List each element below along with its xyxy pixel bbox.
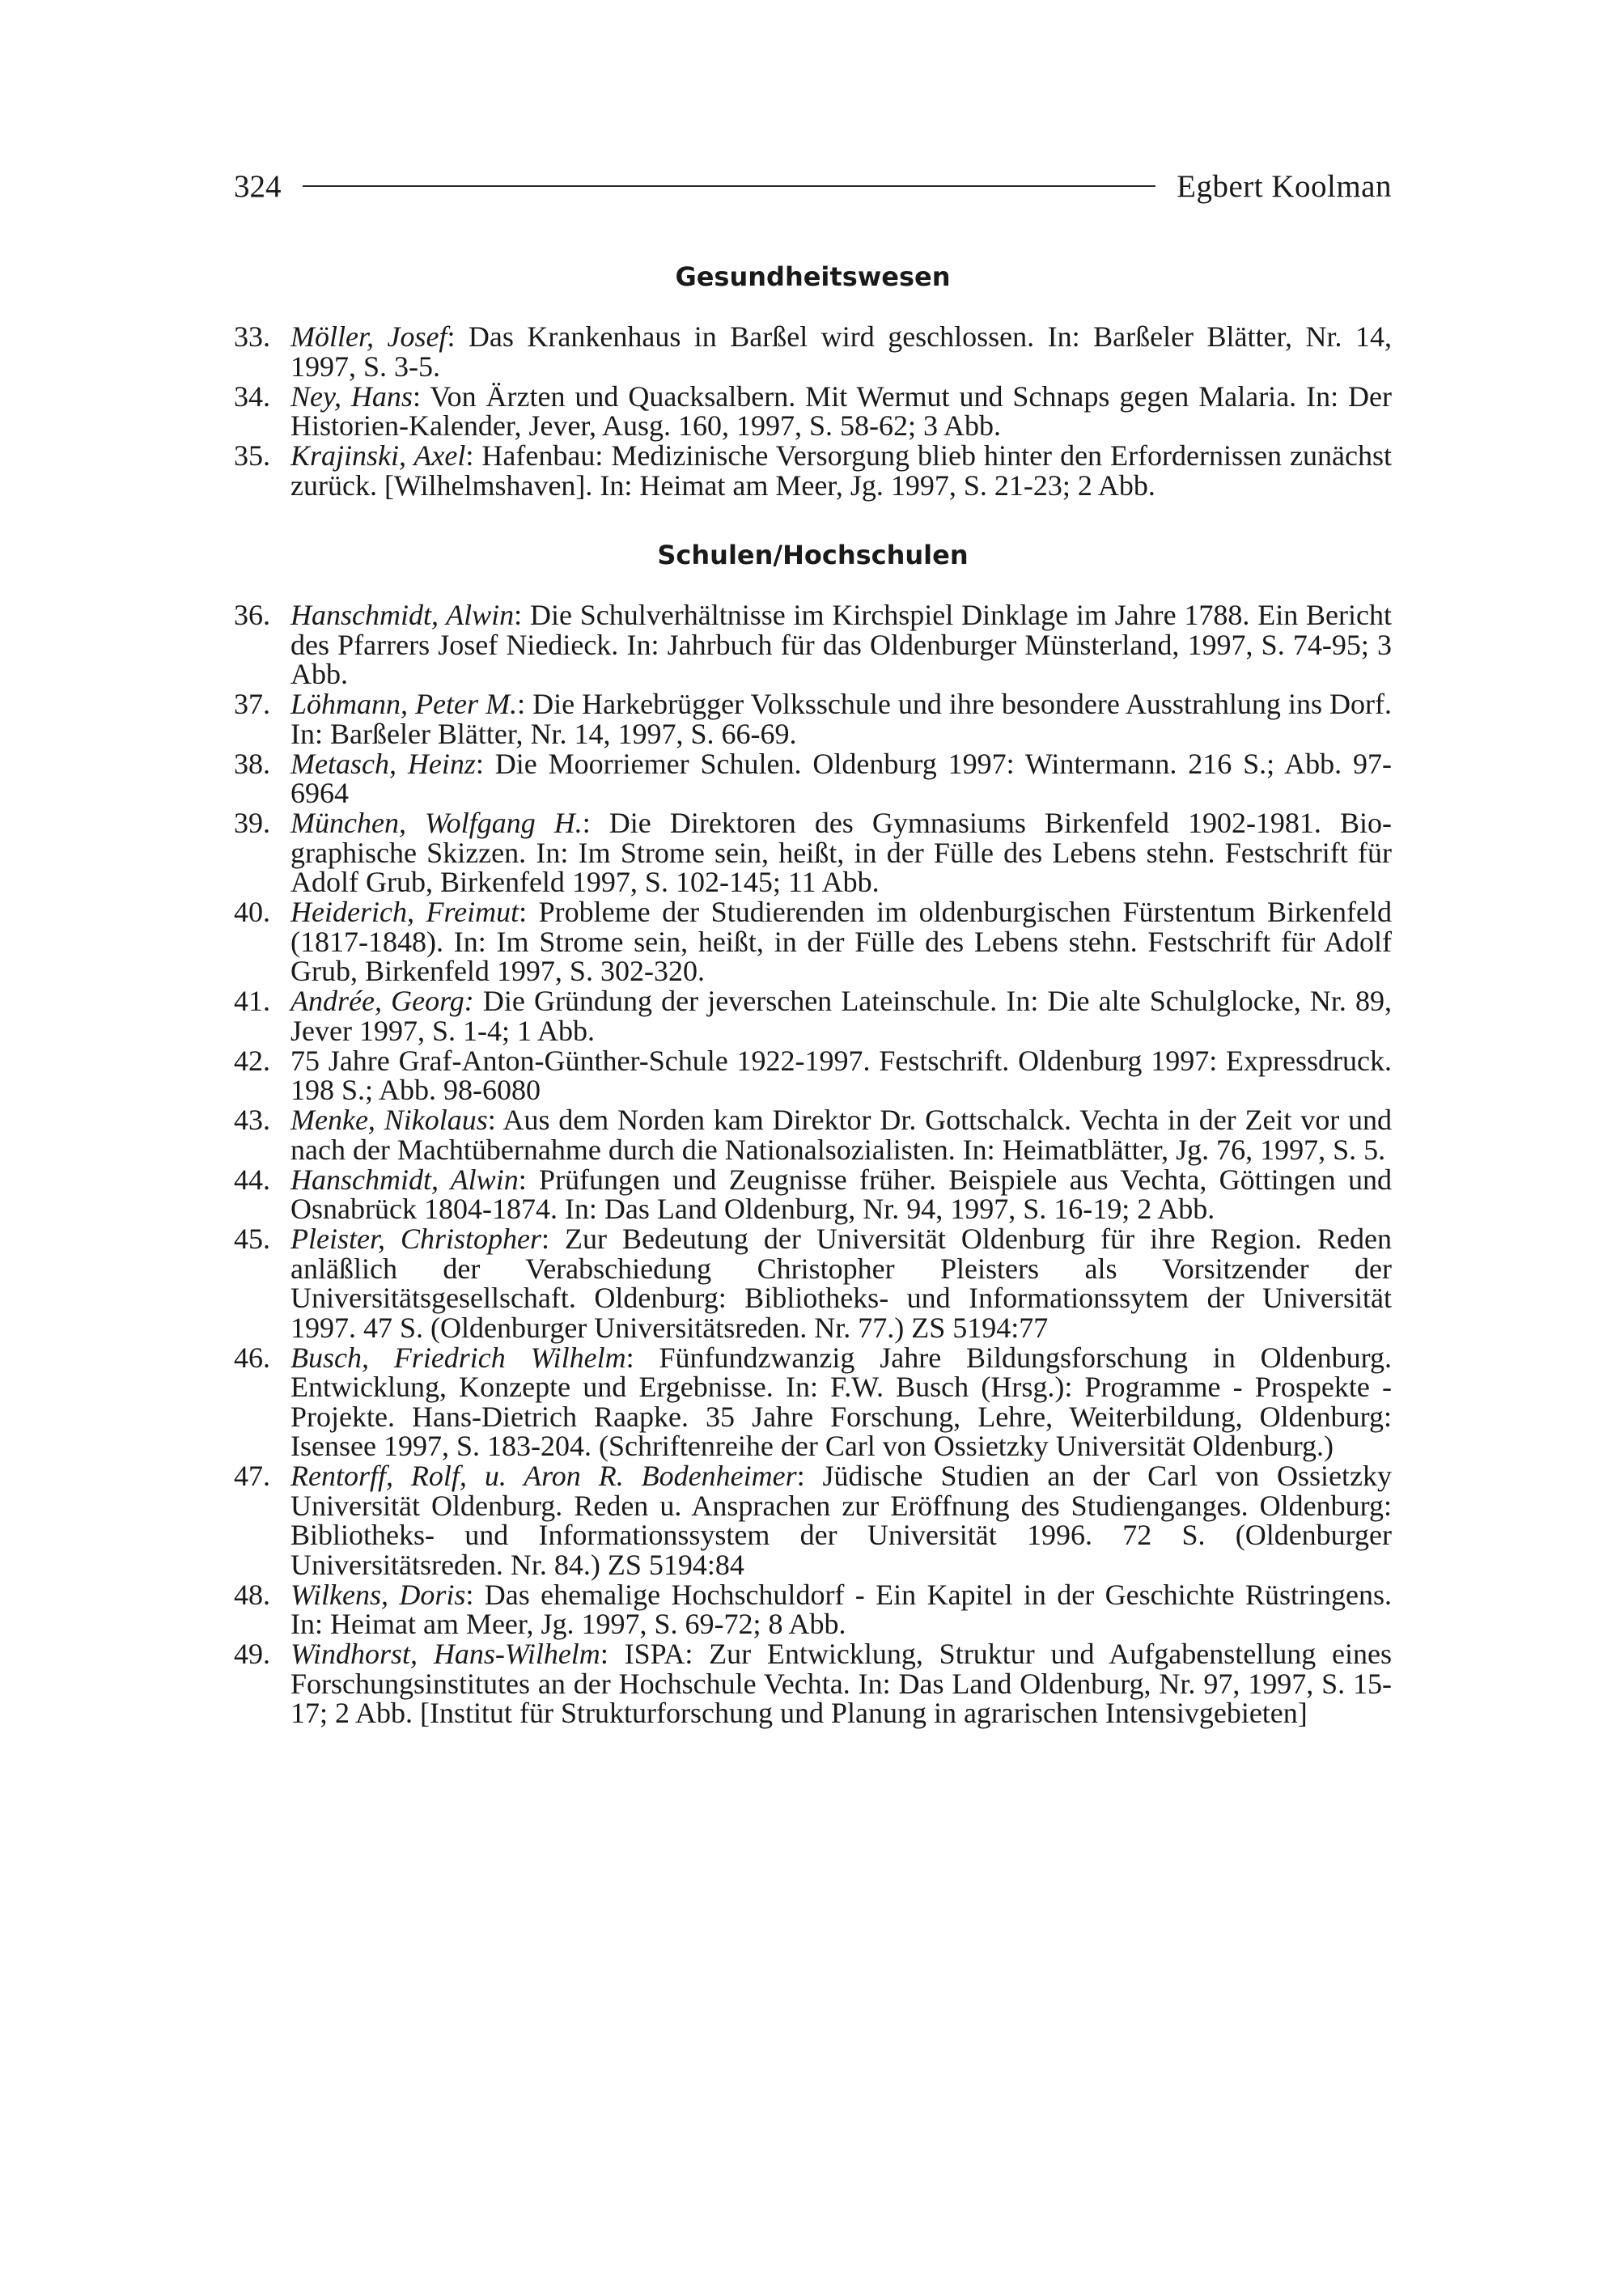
entry-number: 44. [234,1163,270,1196]
entry-text [290,379,1392,442]
entry-citation: 75 Jahre Graf-Anton-Günther-Schule 1922-1997. Festschrift. Oldenburg 1997: Expressdruck. 198 S.; Abb. 98-6080 [290,1044,1392,1106]
entry-citation: : Aus dem Norden kam Direktor Dr. Gottschalck. Vechta in der Zeit vor und nach der Machtübernahme durch die Nationalsozialisten. In: Heimatblätter, Jg. 76, 1997, S. 5. [290,1104,1392,1166]
entry-author: Möller, Josef [290,320,447,353]
entry-citation: : Das Krankenhaus in Barßel wird geschlossen. In: Barßeler Blätter, Nr. 14, 1997, S. 3-5. [290,320,1392,383]
entry-text [290,1165,1392,1224]
entry-author: Krajinski, Axel [290,439,466,472]
bibliography-entry-43 [234,1105,1392,1164]
entry-author: Rentorff, Rolf, u. Aron R. Bodenheimer [290,1460,797,1492]
bibliography-entry-48 [234,1580,1392,1639]
entry-text [290,322,1392,381]
entry-citation: : ISPA: Zur Entwicklung, Struktur und Aufgabenstellung eines Forschungsinstitutes an der Hochschule Vechta. In: Das Land Oldenburg, Nr. 97, 1997, S. 15-17; 2 Abb. [Institut für Strukturforschung und Planung in agrarischen Intensivgebieten] [290,1638,1392,1729]
bibliography-entry-47 [234,1461,1392,1579]
entry-citation: : Die Moorriemer Schulen. Oldenburg 1997: Wintermann. 216 S.; Abb. 97-6964 [290,747,1392,809]
entry-number: 45. [234,1223,270,1255]
entry-citation: : Probleme der Studierenden im oldenburgischen Fürstentum Birkenfeld (1817-1848). In: Im Strome sein, heißt, in der Fülle des Lebens stehn. Festschrift für Adolf Grub, Birkenfeld 1997, S. 302-320. [290,896,1392,987]
entry-author: Hanschmidt, Alwin [290,1163,519,1196]
entry-number: 43. [234,1104,270,1136]
bibliography-entry-38 [234,749,1392,808]
entry-author: München, Wolfgang H. [290,807,583,839]
entry-author: Löhmann, Peter M. [290,688,518,720]
entry-number: 41. [234,985,270,1017]
entry-author: Busch, Friedrich Wilhelm [290,1341,626,1374]
entry-text [290,1461,1392,1579]
bibliography-entry-36 [234,600,1392,689]
entry-author: Metasch, Heinz [290,747,476,780]
entry-author: Wilkens, Doris [290,1578,466,1611]
bibliography-entry-33 [234,322,1392,381]
entry-citation: : Das ehemalige Hochschuldorf - Ein Kapitel in der Geschichte Rüstringens. In: Heimat am Meer, Jg. 1997, S. 69-72; 8 Abb. [290,1578,1392,1640]
entry-number: 49. [234,1638,270,1670]
entry-author: Windhorst, Hans-Wilhelm [290,1638,600,1670]
page-number: 324 [234,168,282,204]
bibliography-entry-37 [234,689,1392,748]
bibliography-entry-45 [234,1224,1392,1342]
entry-citation: : Die Direktoren des Gymnasiums Birkenfeld 1902-1981. Biographische Skizzen. In: Im Strome sein, heißt, in der Fülle des Lebens stehn. Festschrift für Adolf Grub, Birkenfeld 1997, S. 102-145; 11 Abb. [290,807,1392,898]
entry-citation: : Fünfundzwanzig Jahre Bildungsforschung in Oldenburg. Entwicklung, Konzepte und Ergebnisse. In: F.W. Busch (Hrsg.): Programme - Prospekte - Projekte. Hans-Dietrich Raapke. 35 Jahre Forschung, Lehre, Weiterbildung, Oldenburg: Isensee 1997, S. 183-204. (Schriftenreihe der Carl von Ossietzky Universität Oldenburg.) [290,1341,1392,1462]
entry-author: Menke, Nikolaus [290,1104,488,1136]
entry-number: 33. [234,320,270,353]
entry-citation: : Jüdische Studien an der Carl von Ossietzky Universität Oldenburg. Reden u. Ansprachen zur Eröffnung des Studienganges. Oldenburg: Bibliotheks- und Informationssystem der Universität 1996. 72 S. (Oldenburger Universitätsreden. Nr. 84.) ZS 5194:84 [290,1460,1393,1581]
entry-citation: : Von Ärzten und Quacksalbern. Mit Wermut und Schnaps gegen Malaria. In: Der Historien-Kalender, Jever, Ausg. 160, 1997, S. 58-62; 3 Abb. [290,379,1392,442]
running-head [234,160,1392,212]
entry-text [290,897,1392,986]
entry-author: Hanschmidt, Alwin [290,599,515,631]
entry-author: Ney, Hans [290,379,413,413]
entry-number: 34. [234,379,270,413]
entry-text [290,1343,1392,1461]
running-head-author: Egbert Koolman [1177,168,1392,204]
entry-author: Pleister, Christopher [290,1223,541,1255]
entry-citation: : Die Schulverhältnisse im Kirchspiel Dinklage im Jahre 1788. Ein Bericht des Pfarrers Josef Niedieck. In: Jahrbuch für das Oldenburger Münsterland, 1997, S. 74-95; 3 Abb. [290,599,1393,690]
bibliography-entry-49 [234,1639,1392,1728]
entry-number: 37. [234,688,270,720]
entry-number: 38. [234,747,270,780]
entry-citation: Die Gründung der jeverschen Lateinschule. In: Die alte Schulglocke, Nr. 89, Jever 1997, S. 1-4; 1 Abb. [290,985,1392,1047]
entry-author: Heiderich, Freimut [290,896,519,928]
entry-text [290,1639,1392,1728]
entry-number: 36. [234,599,270,631]
entry-citation: : Hafenbau: Medizinische Versorgung blieb hinter den Erfordernissen zunächst zurück. [Wilhelmshaven]. In: Heimat am Meer, Jg. 1997, S. 21-23; 2 Abb. [290,439,1392,502]
entry-citation: : Die Harkebrügger Volksschule und ihre besondere Ausstrahlung ins Dorf. In: Barßeler Blätter, Nr. 14, 1997, S. 66-69. [290,688,1392,750]
bibliography-entry-39 [234,808,1392,897]
entry-number: 42. [234,1044,270,1077]
entry-number: 39. [234,807,270,839]
bibliography-entry-42 [234,1046,1392,1105]
entry-text [290,600,1392,689]
entry-author: Andrée, Georg: [290,985,474,1017]
bibliography-entry-46 [234,1343,1392,1461]
entry-text [290,986,1392,1045]
bibliography-entry-40 [234,897,1392,986]
entry-text [290,1105,1392,1164]
entry-text [290,441,1392,500]
section-heading-schulen-hochschulen: Schulen/Hochschulen [657,540,969,570]
entry-text [290,1580,1392,1639]
bibliography-entry-44 [234,1165,1392,1224]
entry-text [290,1046,1392,1105]
entry-number: 35. [234,439,270,472]
entry-number: 46. [234,1341,270,1374]
bibliography-entry-34 [234,379,1392,442]
entry-number: 47. [234,1460,270,1492]
bibliography-content [234,252,1392,1728]
entry-text [290,808,1392,897]
entry-number: 48. [234,1578,270,1611]
bibliography-entry-35 [234,441,1392,500]
section-heading-gesundheitswesen: Gesundheitswesen [675,261,951,292]
entry-text [290,1224,1392,1342]
bibliography-entry-41 [234,986,1392,1045]
entry-number: 40. [234,896,270,928]
entry-citation: : Zur Bedeutung der Universität Oldenburg für ihre Region. Reden anläßlich der Verabschiedung Christopher Pleisters als Vorsitzender der Universitätsgesellschaft. Oldenburg: Bibliotheks- und Informationssytem der Universität 1997. 47 S. (Oldenburger Universitätsreden. Nr. 77.) ZS 5194:77 [290,1223,1392,1344]
header-rule [303,185,1156,187]
entry-text [290,689,1392,748]
entry-citation: : Prüfungen und Zeugnisse früher. Beispiele aus Vechta, Göttingen und Osnabrück 1804-1874. In: Das Land Oldenburg, Nr. 94, 1997, S. 16-19; 2 Abb. [290,1163,1392,1225]
entry-text [290,749,1392,808]
